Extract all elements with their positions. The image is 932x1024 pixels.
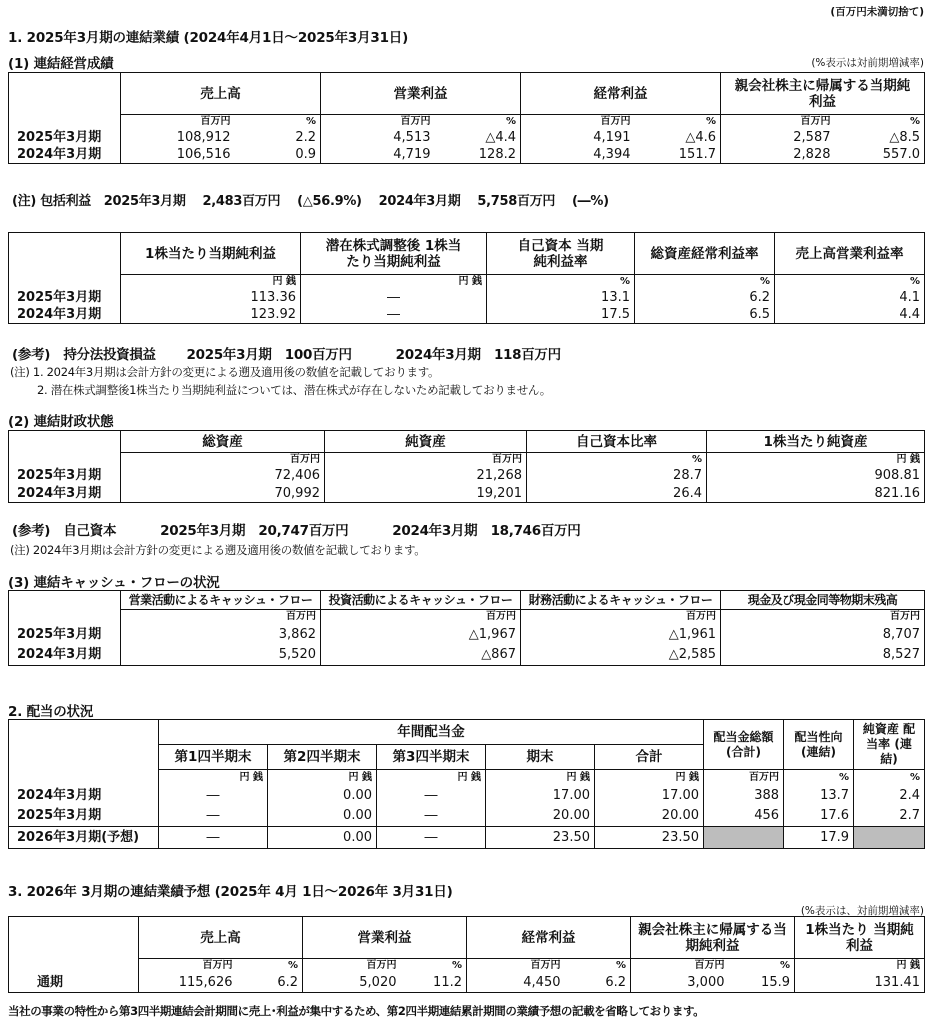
value-cell: 3,000	[631, 973, 729, 993]
unit-cell: 百万円	[721, 610, 925, 624]
unit-cell: 円 銭	[486, 770, 595, 786]
note-restated: (注) 2024年3月期は会計方針の変更による遡及適用後の数値を記載しております。	[10, 543, 426, 557]
row-label: 2025年3月期	[9, 129, 121, 146]
header-ordinary-profit: 経常利益	[467, 917, 631, 959]
row-label: 2026年3月期(予想)	[9, 827, 159, 849]
header-operating-cf: 営業活動によるキャッシュ・フロー	[121, 591, 321, 610]
section-1-2-title: (2) 連結財政状態	[8, 414, 114, 430]
unit-cell: %	[435, 115, 521, 129]
header-operating-profit: 営業利益	[303, 917, 467, 959]
header-diluted-eps: 潜在株式調整後 1株当たり当期純利益	[301, 233, 487, 275]
pct-note: (%表示は、対前期増減率)	[800, 905, 924, 917]
unit-cell: %	[784, 770, 854, 786]
value-cell: 72,406	[121, 467, 325, 485]
value-cell: 70,992	[121, 485, 325, 503]
equity-method-ref: (参考) 持分法投資損益 2025年3月期 100百万円 2024年3月期 118百万円	[12, 347, 561, 363]
header-eps: 1株当たり当期純利益	[121, 233, 301, 275]
value-cell: 115,626	[139, 973, 237, 993]
value-cell: 13.7	[784, 786, 854, 806]
value-cell: 20.00	[486, 806, 595, 827]
section-1-1-title: (1) 連結経営成績	[8, 56, 114, 72]
unit-cell: %	[835, 115, 925, 129]
value-cell: 28.7	[527, 467, 707, 485]
row-label: 2025年3月期	[9, 467, 121, 485]
financial-position-table	[8, 430, 925, 503]
section-1-3-title: (3) 連結キャッシュ・フローの状況	[8, 575, 220, 591]
header-q2: 第2四半期末	[268, 745, 377, 770]
note-1: (注) 1. 2024年3月期は会計方針の変更による遡及適用後の数値を記載しております。	[10, 365, 440, 379]
unit-cell: 百万円	[521, 115, 635, 129]
header-operating-profit: 営業利益	[321, 73, 521, 115]
value-cell: 3,862	[121, 624, 321, 645]
unit-cell: 円 銭	[159, 770, 268, 786]
corner-cell	[9, 73, 121, 115]
value-cell: 2,587	[721, 129, 835, 146]
value-cell: 0.00	[268, 806, 377, 827]
shaded-cell	[854, 827, 925, 849]
row-label-blank	[9, 745, 159, 770]
corner-cell	[9, 431, 121, 453]
value-cell: ―	[301, 289, 487, 306]
unit-cell: 百万円	[521, 610, 721, 624]
value-cell: 6.2	[237, 973, 303, 993]
value-cell: 19,201	[325, 485, 527, 503]
value-cell: △1,961	[521, 624, 721, 645]
unit-cell: 百万円	[321, 115, 435, 129]
value-cell: 4,191	[521, 129, 635, 146]
corner-cell	[9, 591, 121, 610]
unit-cell: 円 銭	[268, 770, 377, 786]
value-cell: 4,719	[321, 146, 435, 164]
header-operating-margin: 売上高営業利益率	[775, 233, 925, 275]
header-net-income: 親会社株主に帰属する当期純利益	[721, 73, 925, 115]
unit-cell: %	[235, 115, 321, 129]
value-cell: 23.50	[595, 827, 704, 849]
value-cell: 6.2	[635, 289, 775, 306]
equity-ref: (参考) 自己資本 2025年3月期 20,747百万円 2024年3月期 18,746百万円	[12, 523, 581, 539]
unit-cell: 円 銭	[795, 959, 925, 973]
value-cell: 128.2	[435, 146, 521, 164]
unit-cell: %	[854, 770, 925, 786]
unit-cell: 百万円	[121, 610, 321, 624]
header-financing-cf: 財務活動によるキャッシュ・フロー	[521, 591, 721, 610]
note-2: 2. 潜在株式調整後1株当たり当期純利益については、潜在株式が存在しないため記載しておりません。	[37, 383, 551, 397]
header-payout-ratio: 配当性向 (連結)	[784, 720, 854, 770]
row-label: 2025年3月期	[9, 289, 121, 306]
value-cell: △8.5	[835, 129, 925, 146]
value-cell: ―	[377, 827, 486, 849]
header-total-assets: 総資産	[121, 431, 325, 453]
value-cell: ―	[159, 806, 268, 827]
unit-cell: 百万円	[121, 453, 325, 467]
header-annual-dividend: 年間配当金	[159, 720, 704, 745]
header-net-income: 親会社株主に帰属する当期純利益	[631, 917, 795, 959]
value-cell: 4.1	[775, 289, 925, 306]
row-label: 2025年3月期	[9, 806, 159, 827]
value-cell: 456	[704, 806, 784, 827]
unit-cell: 百万円	[631, 959, 729, 973]
row-label-blank	[9, 275, 121, 289]
row-label-blank	[9, 610, 121, 624]
header-net-assets: 純資産	[325, 431, 527, 453]
row-label-blank	[9, 453, 121, 467]
unit-cell: 円 銭	[377, 770, 486, 786]
unit-cell: %	[527, 453, 707, 467]
row-label: 2024年3月期	[9, 306, 121, 324]
value-cell: 131.41	[795, 973, 925, 993]
row-label-blank	[9, 770, 159, 786]
row-label: 2025年3月期	[9, 624, 121, 645]
value-cell: △4.4	[435, 129, 521, 146]
unit-cell: %	[729, 959, 795, 973]
unit-cell: 円 銭	[707, 453, 925, 467]
value-cell: ―	[301, 306, 487, 324]
unit-note: (百万円未満切捨て)	[830, 6, 924, 18]
corner-cell	[9, 720, 159, 745]
value-cell: 23.50	[486, 827, 595, 849]
header-doe: 純資産 配当率 (連結)	[854, 720, 925, 770]
unit-cell: %	[635, 115, 721, 129]
row-label: 2024年3月期	[9, 645, 121, 666]
row-label-blank	[9, 959, 139, 973]
header-q1: 第1四半期末	[159, 745, 268, 770]
unit-cell: 百万円	[139, 959, 237, 973]
unit-cell: 百万円	[325, 453, 527, 467]
unit-cell: 百万円	[721, 115, 835, 129]
unit-cell: 円 銭	[121, 275, 301, 289]
value-cell: 821.16	[707, 485, 925, 503]
value-cell: 17.00	[486, 786, 595, 806]
comprehensive-income-note: (注) 包括利益 2025年3月期 2,483百万円 (△56.9%) 2024年3月期 5,758百万円 (―%)	[12, 194, 609, 209]
header-year-end: 期末	[486, 745, 595, 770]
pct-note: (%表示は対前期増減率)	[811, 57, 924, 69]
unit-cell: 百万円	[121, 115, 235, 129]
value-cell: 17.00	[595, 786, 704, 806]
header-roa: 総資産経常利益率	[635, 233, 775, 275]
value-cell: 20.00	[595, 806, 704, 827]
value-cell: ―	[377, 786, 486, 806]
value-cell: △1,967	[321, 624, 521, 645]
header-investing-cf: 投資活動によるキャッシュ・フロー	[321, 591, 521, 610]
value-cell: 21,268	[325, 467, 527, 485]
value-cell: 8,527	[721, 645, 925, 666]
header-equity-ratio: 自己資本比率	[527, 431, 707, 453]
forecast-note: 当社の事業の特性から第3四半期連結会計期間に売上･利益が集中するため、第2四半期連結累計期間の業績予想の記載を省略しております。	[8, 1004, 705, 1018]
header-q3: 第3四半期末	[377, 745, 486, 770]
unit-cell: 百万円	[704, 770, 784, 786]
value-cell: △867	[321, 645, 521, 666]
value-cell: 106,516	[121, 146, 235, 164]
value-cell: 17.6	[784, 806, 854, 827]
value-cell: 123.92	[121, 306, 301, 324]
row-label: 2024年3月期	[9, 146, 121, 164]
shaded-cell	[704, 827, 784, 849]
value-cell: 5,520	[121, 645, 321, 666]
row-label: 通期	[9, 973, 139, 993]
value-cell: 4.4	[775, 306, 925, 324]
corner-cell	[9, 917, 139, 959]
value-cell: 8,707	[721, 624, 925, 645]
value-cell: 15.9	[729, 973, 795, 993]
header-cash-end: 現金及び現金同等物期末残高	[721, 591, 925, 610]
value-cell: 388	[704, 786, 784, 806]
value-cell: 2.7	[854, 806, 925, 827]
unit-cell: 円 銭	[595, 770, 704, 786]
value-cell: △4.6	[635, 129, 721, 146]
value-cell: 0.00	[268, 827, 377, 849]
value-cell: 4,450	[467, 973, 565, 993]
header-eps: 1株当たり 当期純利益	[795, 917, 925, 959]
value-cell: ―	[377, 806, 486, 827]
value-cell: 108,912	[121, 129, 235, 146]
value-cell: 6.5	[635, 306, 775, 324]
section-1-title: 1. 2025年3月期の連結業績 (2024年4月1日〜2025年3月31日)	[8, 30, 409, 46]
value-cell: 26.4	[527, 485, 707, 503]
unit-cell: 百万円	[321, 610, 521, 624]
value-cell: △2,585	[521, 645, 721, 666]
value-cell: 4,394	[521, 146, 635, 164]
value-cell: 2.2	[235, 129, 321, 146]
unit-cell: %	[487, 275, 635, 289]
header-sales: 売上高	[139, 917, 303, 959]
corner-cell	[9, 233, 121, 275]
value-cell: 151.7	[635, 146, 721, 164]
value-cell: 113.36	[121, 289, 301, 306]
header-total: 合計	[595, 745, 704, 770]
row-label: 2024年3月期	[9, 786, 159, 806]
unit-cell: %	[635, 275, 775, 289]
section-2-title: 2. 配当の状況	[8, 704, 94, 720]
unit-cell: 百万円	[467, 959, 565, 973]
unit-cell: 百万円	[303, 959, 401, 973]
section-3-title: 3. 2026年 3月期の連結業績予想 (2025年 4月 1日〜2026年 3月31日)	[8, 884, 453, 900]
unit-cell: %	[237, 959, 303, 973]
value-cell: 4,513	[321, 129, 435, 146]
header-total-dividend: 配当金総額 (合計)	[704, 720, 784, 770]
forecast-table	[8, 916, 925, 993]
unit-cell: %	[565, 959, 631, 973]
value-cell: 2,828	[721, 146, 835, 164]
value-cell: 908.81	[707, 467, 925, 485]
value-cell: 5,020	[303, 973, 401, 993]
value-cell: 13.1	[487, 289, 635, 306]
operating-results-table	[8, 72, 925, 164]
value-cell: 0.9	[235, 146, 321, 164]
cash-flow-table	[8, 590, 925, 666]
header-ordinary-profit: 経常利益	[521, 73, 721, 115]
row-label-blank	[9, 115, 121, 129]
value-cell: ―	[159, 786, 268, 806]
header-bps: 1株当たり純資産	[707, 431, 925, 453]
row-label: 2024年3月期	[9, 485, 121, 503]
header-roe: 自己資本 当期純利益率	[487, 233, 635, 275]
value-cell: 6.2	[565, 973, 631, 993]
value-cell: 557.0	[835, 146, 925, 164]
value-cell: ―	[159, 827, 268, 849]
unit-cell: 円 銭	[301, 275, 487, 289]
header-sales: 売上高	[121, 73, 321, 115]
per-share-table	[8, 232, 925, 324]
value-cell: 17.5	[487, 306, 635, 324]
value-cell: 17.9	[784, 827, 854, 849]
value-cell: 0.00	[268, 786, 377, 806]
value-cell: 11.2	[401, 973, 467, 993]
unit-cell: %	[775, 275, 925, 289]
unit-cell: %	[401, 959, 467, 973]
dividends-table	[8, 719, 925, 849]
value-cell: 2.4	[854, 786, 925, 806]
